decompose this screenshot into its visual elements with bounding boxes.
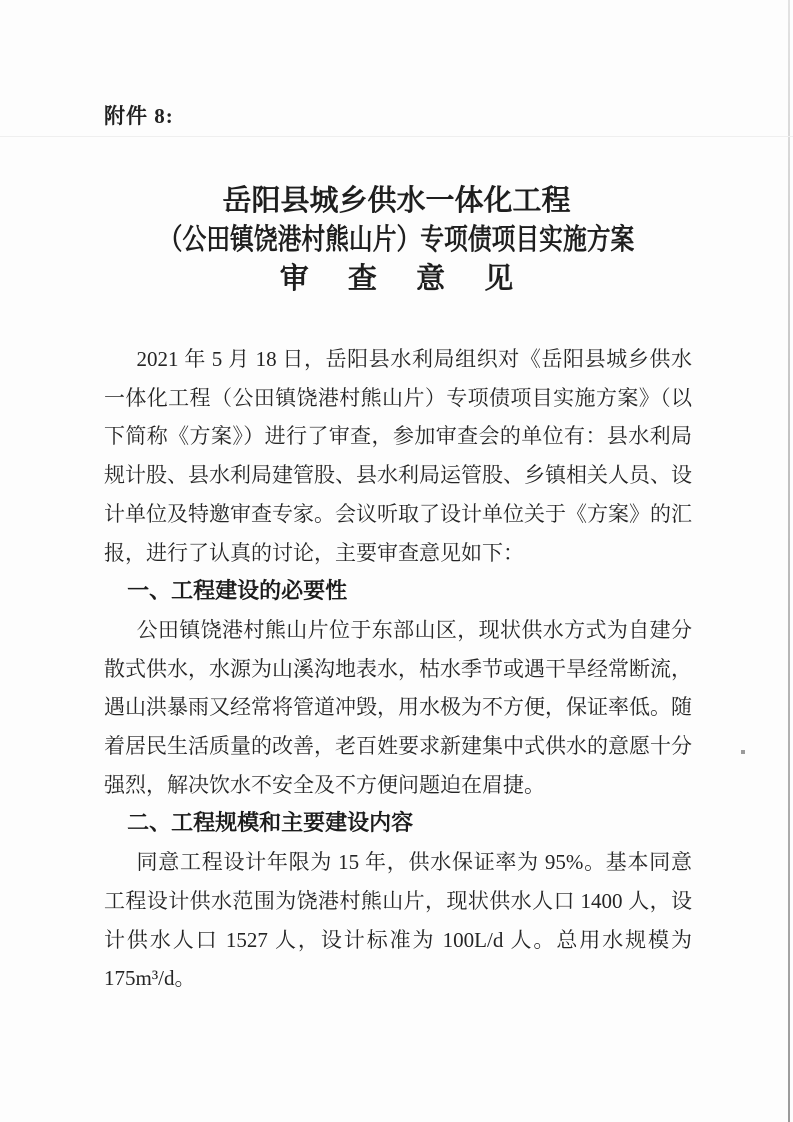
section-1-paragraph: 公田镇饶港村熊山片位于东部山区，现状供水方式为自建分散式供水，水源为山溪沟地表水，枯水季节或遇干旱经常断流，遇山洪暴雨又经常将管道冲毁，用水极为不方便，保证率低。随着居民生活质量的改善，老百姓要求新建集中式供水的意愿十分强烈，解决饮水不安全及不方便问题迫在眉捷。 (104, 617, 692, 797)
section-2-paragraph: 同意工程设计年限为 15 年，供水保证率为 95%。基本同意工程设计供水范围为饶港村熊山片，现状供水人口 1400 人，设计供水人口 1527 人，设计标准为 100L/d 人。总用水规模为 175m³/d。 (104, 850, 692, 991)
scan-line-artifact (0, 136, 793, 137)
document-body (104, 340, 692, 998)
intro-paragraph: 2021 年 5 月 18 日，岳阳县水利局组织对《岳阳县城乡供水一体化工程（公田镇饶港村熊山片）专项债项目实施方案》（以下简称《方案》）进行了审查，参加审查会的单位有：县水利局规计股、县水利局建管股、县水利局运管股、乡镇相关人员、设计单位及特邀审查专家。会议听取了设计单位关于《方案》的汇报，进行了认真的讨论，主要审查意见如下： (104, 347, 692, 565)
section-1-heading: 一、工程建设的必要性 (127, 578, 348, 604)
title-line-1: 岳阳县城乡供水一体化工程 (222, 185, 571, 217)
title-line-3: 审查意见 (279, 263, 553, 295)
section-2-heading: 二、工程规模和主要建设内容 (127, 810, 414, 836)
document-title (0, 182, 793, 299)
attachment-label: 附件 8: (104, 104, 174, 128)
title-line-2: （公田镇饶港村熊山片）专项债项目实施方案 (158, 224, 635, 256)
scan-speck-artifact (741, 750, 745, 754)
scan-edge-artifact (788, 0, 790, 1122)
